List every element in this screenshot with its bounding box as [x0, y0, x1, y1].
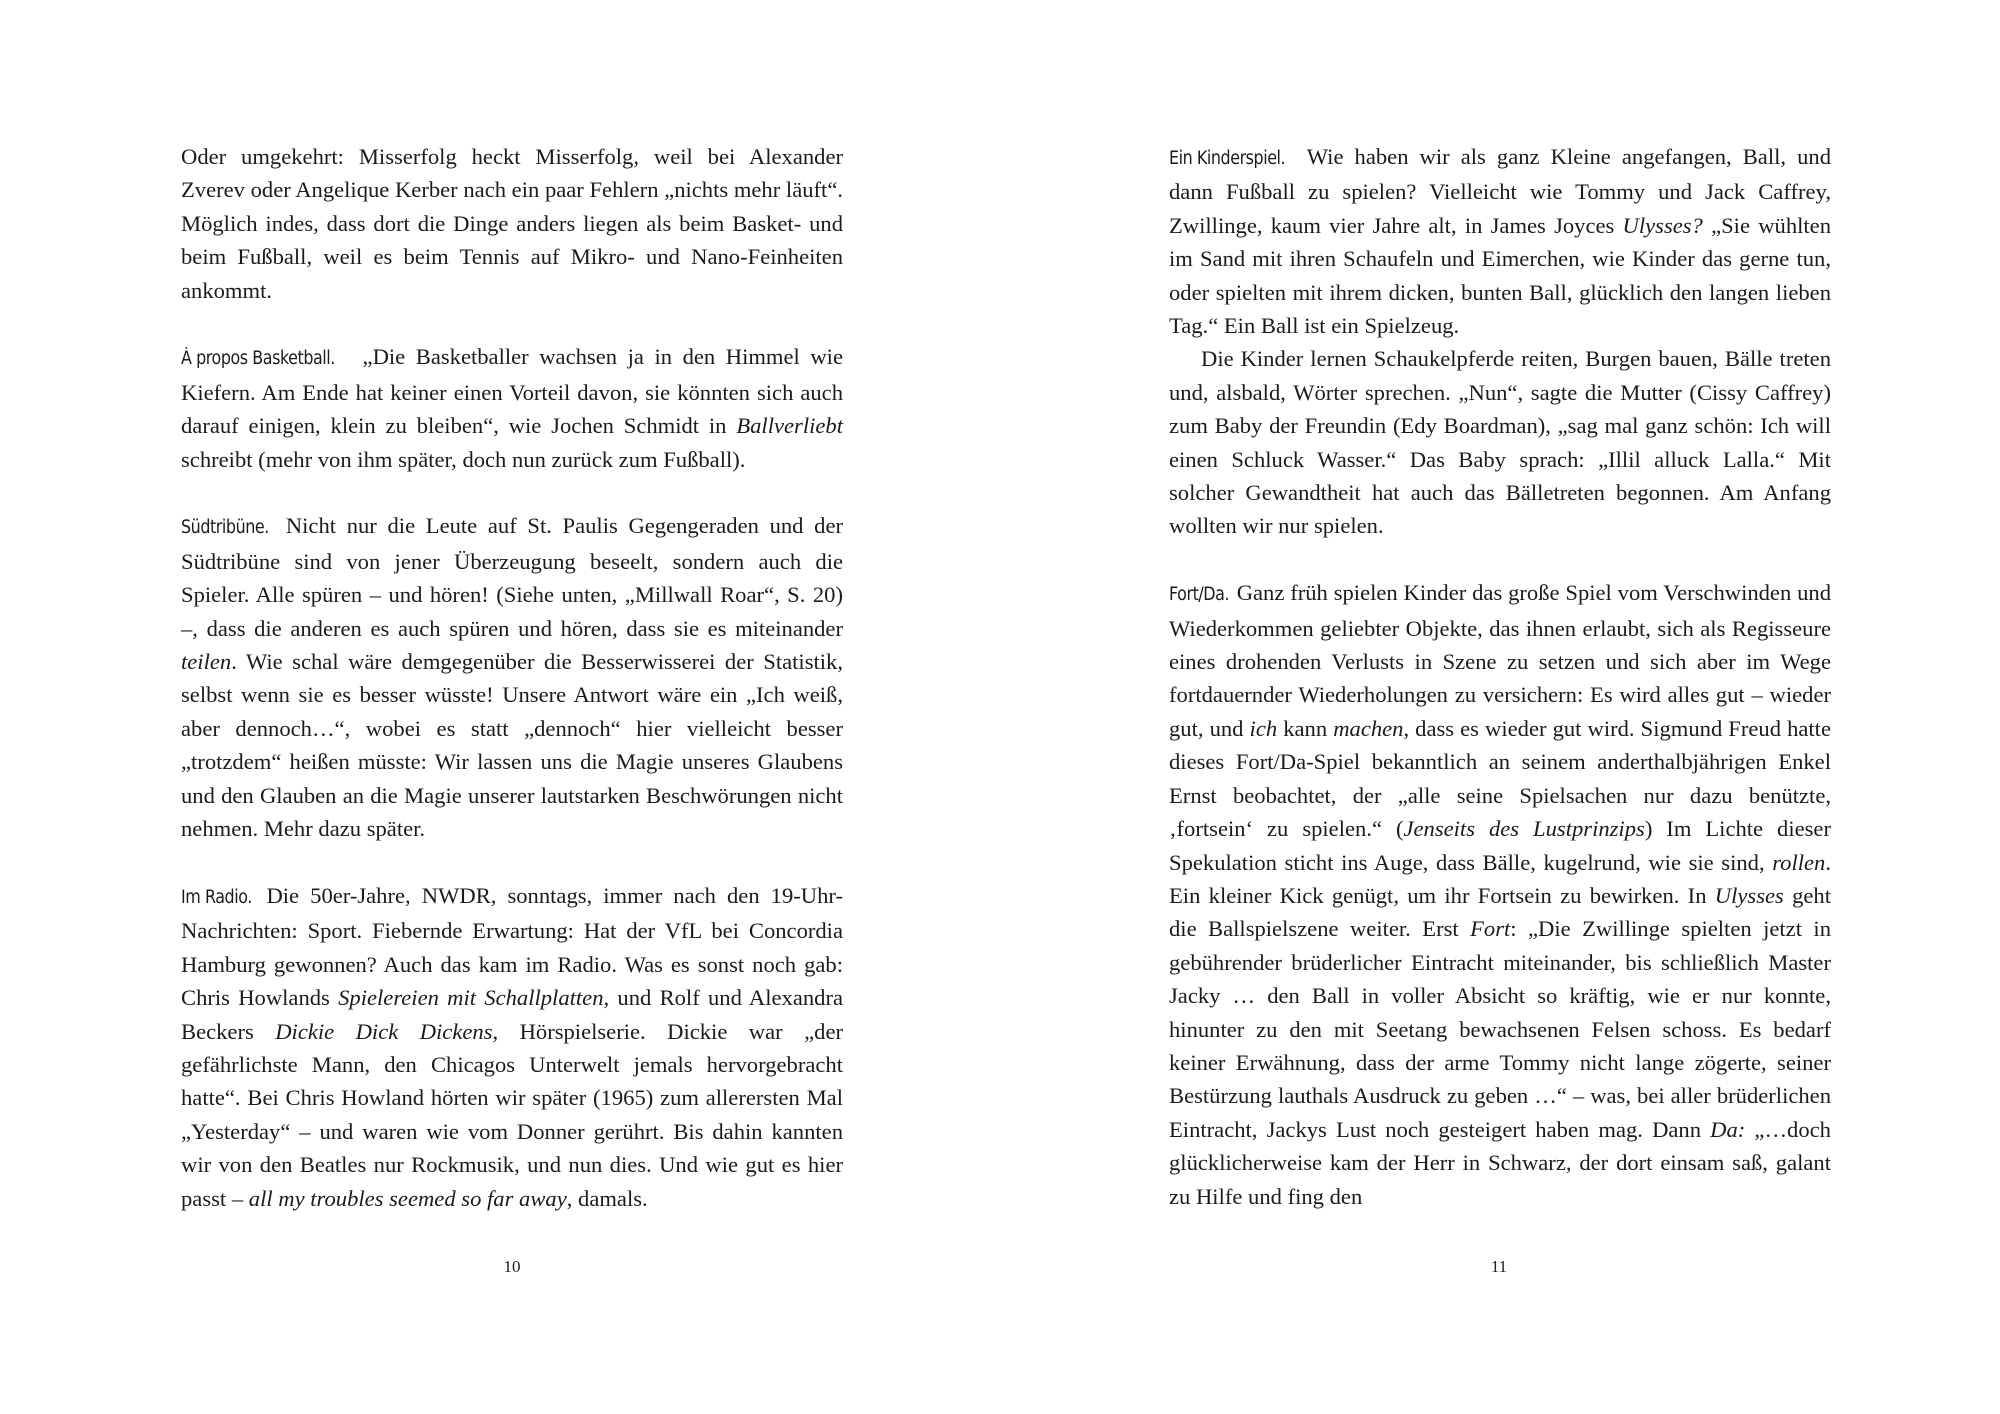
page-number-left: 10 — [503, 1257, 521, 1276]
page-number-right: 11 — [1490, 1257, 1508, 1276]
text-run: kann — [1277, 715, 1334, 741]
right-page — [1169, 140, 1831, 1213]
text-run: . Ein kleiner Kick genügt, um ihr Fortsein zu bewirken. In — [1169, 849, 1831, 908]
paragraph-basketball — [181, 340, 843, 476]
italic-emphasis: ich — [1249, 715, 1278, 741]
italic-title: Jenseits des Lustprinzips — [1403, 816, 1645, 842]
text-run: Nicht nur die Leute auf St. Paulis Gegengeraden und der Südtribüne sind von jener Überzeugung beseelt, sondern auch die Spieler. Alle spüren – und hören! (Siehe unten, „Millwall Roar“, S. 20) –, dass die anderen es auch spüren und hören, dass sie es miteinander — [181, 513, 843, 641]
italic-title: Spielereien mit Schallplatten — [338, 985, 604, 1011]
text-run: , dass es wieder gut wird. Sigmund Freud hatte dieses Fort/Da-Spiel bekanntlich an seinem anderthalbjährigen Enkel Ernst beobachtet, der „alle seine Spielsachen nur dazu benützte, ‚fortsein‘ zu spielen.“ ( — [1169, 715, 1831, 842]
text-run: geht die Ballspielszene weiter. Erst — [1169, 882, 1831, 942]
text-run: Ganz früh spielen Kinder das große Spiel vom Verschwinden und Wiederkommen geliebter Objekte, das ihnen erlaubt, sich als Regisseure eines drohenden Verlusts in Szene zu setzen und sich aber im Wege fortdauernder Wiederholungen zu versichern: Es wird alles gut – wieder gut, und — [1169, 580, 1831, 741]
italic-title: Ballverliebt — [736, 413, 843, 439]
section-heading-radio: Im Radio. — [181, 886, 252, 908]
italic-title: Ulysses — [1714, 882, 1784, 908]
text-run: Wie haben wir als ganz Kleine angefangen, Ball, und dann Fußball zu spielen? Vielleicht wie Tommy und Jack Caffrey, Zwillinge, kaum vier Jahre alt, in James Joyces — [1169, 144, 1831, 238]
italic-emphasis: teilen — [181, 649, 232, 675]
section-heading-suedtribuene: Südtribüne. — [181, 517, 269, 539]
italic-emphasis: Da: — [1710, 1116, 1746, 1142]
section-heading-fort-da: Fort/Da. — [1169, 584, 1230, 606]
text-run: Die 50er-Jahre, NWDR, sonntags, immer nach den 19-Uhr-Nachrichten: Sport. Fiebernde Erwartung: Hat der VfL bei Concordia Hamburg gewonnen? Auch das kam im Radio. Was es sonst noch gab: Chris Howlands — [181, 882, 843, 1011]
text-run: „…doch glücklicherweise kam der Herr in Schwarz, der dort einsam saß, galant zu Hilfe und fing den — [1169, 1116, 1831, 1209]
italic-title: Dickie Dick Dickens — [275, 1018, 493, 1044]
paragraph-fort-da — [1169, 576, 1831, 1213]
italic-emphasis: rollen — [1772, 849, 1826, 875]
text-run: , Hörspielserie. Dickie war „der gefährlichste Mann, den Chicagos Unterwelt jemals hervorgebracht hatte“. Bei Chris Howland hörten wir später (1965) zum allerersten Mal „Yesterday“ – und waren wie vom Donner gerührt. Bis dahin kannten wir von den Beatles nur Rockmusik, und nun dies. Und wie gut es hier passt – — [181, 1018, 843, 1211]
text-run: ) Im Lichte dieser Spekulation sticht ins Auge, dass Bälle, kugelrund, wie sie sind, — [1169, 816, 1831, 875]
text-run: : „Die Zwillinge spielten jetzt in gebührender brüderlicher Eintracht miteinander, bis schließlich Master Jacky … den Ball in voller Absicht so kräftig, wie er nur konnte, hinunter zu den mit Seetang bewachsenen Felsen schoss. Es bedarf keiner Erwähnung, dass der arme Tommy nicht lange zögerte, seiner Bestürzung lauthals Ausdruck zu geben …“ – was, bei aller brüderlichen Eintracht, Jackys Lust noch gesteigert haben mag. Dann — [1169, 916, 1831, 1142]
italic-title: Ulysses? — [1622, 212, 1703, 238]
text-run: , damals. — [566, 1185, 648, 1211]
paragraph-schaukelpferde: Die Kinder lernen Schaukelpferde reiten, Burgen bauen, Bälle treten und, alsbald, Wörter sprechen. „Nun“, sagte die Mutter (Cissy Caffrey) zum Baby der Freundin (Edy Boardman), „sag mal ganz schön: Ich will einen Schluck Wasser.“ Das Baby sprach: „Illil alluck Lalla.“ Mit solcher Gewandtheit hat auch das Bälletreten begonnen. Am Anfang wollten wir nur spielen. — [1169, 346, 1831, 539]
italic-quote: all my troubles seemed so far away — [248, 1185, 567, 1211]
text-run: „Sie wühlten im Sand mit ihren Schaufeln und Eimerchen, wie Kinder das gerne tun, oder spielten mit ihrem dicken, bunten Ball, glücklich den langen lieben Tag.“ Ein Ball ist ein Spielzeug. — [1169, 212, 1831, 339]
paragraph-suedtribuene — [181, 509, 843, 845]
section-heading-basketball: À propos Basketball. — [181, 348, 335, 370]
paragraph-radio — [181, 879, 843, 1215]
paragraph-misserfolg: Oder umgekehrt: Misserfolg heckt Misserfolg, weil bei Alexander Zverev oder Angelique Kerber nach ein paar Fehlern „nichts mehr läuft“. Möglich indes, dass dort die Dinge anders liegen als beim Basket- und beim Fußball, weil es beim Tennis auf Mikro- und Nano-Feinheiten ankommt. — [181, 144, 843, 303]
italic-emphasis: machen — [1333, 715, 1404, 741]
section-heading-kinderspiel: Ein Kinderspiel. — [1169, 148, 1286, 169]
text-run: schreibt (mehr von ihm später, doch nun zurück zum Fußball). — [181, 446, 746, 472]
text-run: „Die Basketballer wachsen ja in den Himmel wie Kiefern. Am Ende hat keiner einen Vorteil davon, sie könnten sich auch darauf einigen, klein zu bleiben“, wie Jochen Schmidt in — [181, 344, 843, 439]
italic-emphasis: Fort — [1470, 916, 1511, 942]
paragraph-kinderspiel — [1169, 140, 1831, 342]
text-run: , und Rolf und Alexandra Beckers — [181, 985, 843, 1044]
text-run: . Wie schal wäre demgegenüber die Besserwisserei der Statistik, selbst wenn sie es besser wüsste! Unsere Antwort wäre ein „Ich weiß, aber dennoch…“, wobei es statt „dennoch“ hier vielleicht besser „trotzdem“ heißen müsste: Wir lassen uns die Magie unseres Glaubens und den Glauben an die Magie unserer lautstarken Beschwörungen nicht nehmen. Mehr dazu später. — [181, 649, 843, 842]
left-page — [181, 140, 843, 1215]
